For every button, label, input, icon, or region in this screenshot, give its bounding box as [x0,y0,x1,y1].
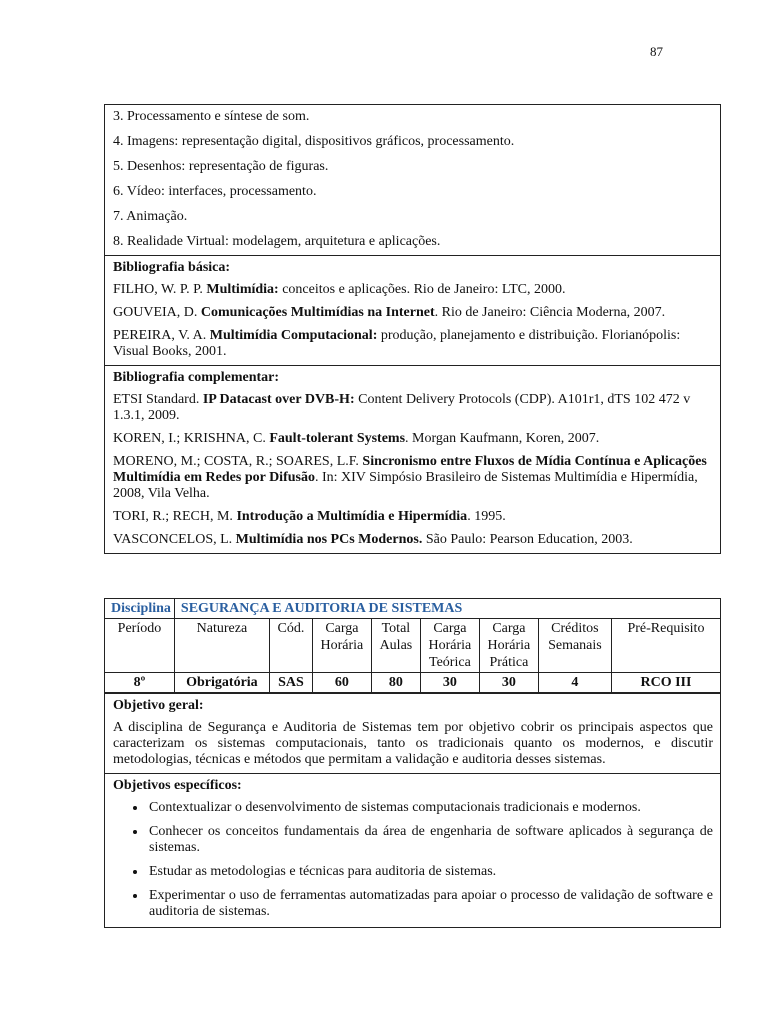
discipline-name: SEGURANÇA E AUDITORIA DE SISTEMAS [174,599,720,619]
reference-entry: PEREIRA, V. A. Multimídia Computacional: produção, planejamento e distribuição. Florianópolis: Visual Books, 2001. [113,328,681,359]
discipline-row [105,599,720,619]
bibliografia-complementar [105,365,720,553]
header-cell: Total Aulas [371,619,420,673]
reference-entry: MORENO, M.; COSTA, R.; SOARES, L.F. Sincronismo entre Fluxos de Mídia Contínua e Aplicações Multimídia em Redes por Difusão. In: XIV Simpósio Brasileiro de Sistemas Multimídia e Hipermídia, 2008, Vila Velha. [113,454,707,501]
bibliografia-basica-heading: Bibliografia básica: [113,260,231,275]
list-item: • Contextualizar o desenvolvimento de sistemas computacionais tradicionais e modernos. [147,800,713,816]
objetivo-geral-text: A disciplina de Segurança e Auditoria de Sistemas tem por objetivo cobrir os principais aspectos que caracterizam os sistemas computacionais, tanto os tradicionais quanto os modernos, e discutir metodologias, técnicas e métodos que permitam a validação e auditoria desses sistemas. [113,720,713,767]
course-info-table [105,599,720,693]
value-cell: Obrigatória [174,673,269,693]
syllabus-item: 4. Imagens: representação digital, dispositivos gráficos, processamento. [113,134,515,149]
objetivo-geral [105,693,720,773]
reference-entry: TORI, R.; RECH, M. Introdução a Multimídia e Hipermídia. 1995. [113,509,506,524]
bibliografia-complementar-heading: Bibliografia complementar: [113,370,280,385]
objetivos-especificos [105,773,720,927]
header-row [105,619,720,673]
reference-entry: VASCONCELOS, L. Multimídia nos PCs Modernos. São Paulo: Pearson Education, 2003. [113,532,633,547]
value-cell: 60 [312,673,371,693]
syllabus-item: 6. Vídeo: interfaces, processamento. [113,184,317,199]
discipline-label: Disciplina [105,599,174,619]
bibliografia-basica [105,255,720,365]
page-number: 87 [650,44,663,59]
value-cell: 4 [538,673,611,693]
header-cell: Carga Horária [312,619,371,673]
header-cell: Créditos Semanais [538,619,611,673]
header-cell: Pré-Requisito [611,619,720,673]
value-cell: 80 [371,673,420,693]
reference-entry: GOUVEIA, D. Comunicações Multimídias na Internet. Rio de Janeiro: Ciência Moderna, 2007. [113,305,666,320]
list-item: • Conhecer os conceitos fundamentais da área de engenharia de software aplicados à segurança de sistemas. [147,824,713,856]
syllabus-item: 3. Processamento e síntese de som. [113,109,310,124]
objetivo-geral-heading: Objetivo geral: [113,698,204,713]
reference-entry: FILHO, W. P. P. Multimídia: conceitos e aplicações. Rio de Janeiro: LTC, 2000. [113,282,566,297]
syllabus-item: 7. Animação. [113,209,188,224]
reference-entry: KOREN, I.; KRISHNA, C. Fault-tolerant Systems. Morgan Kaufmann, Koren, 2007. [113,431,600,446]
list-item: • Estudar as metodologias e técnicas para auditoria de sistemas. [147,864,713,880]
objetivos-especificos-heading: Objetivos específicos: [113,778,242,793]
value-cell: 30 [420,673,479,693]
syllabus-item: 8. Realidade Virtual: modelagem, arquitetura e aplicações. [113,234,441,249]
value-cell: 8º [105,673,174,693]
syllabus-list [105,105,720,255]
course-table [104,598,721,928]
header-cell: Carga Horária Prática [479,619,538,673]
values-row [105,673,720,693]
value-cell: SAS [269,673,312,693]
header-cell: Período [105,619,174,673]
header-cell: Carga Horária Teórica [420,619,479,673]
list-item: • Experimentar o uso de ferramentas automatizadas para apoiar o processo de validação de software e auditoria de sistemas. [147,888,713,920]
value-cell: 30 [479,673,538,693]
objetivos-especificos-list [113,800,713,920]
reference-entry: ETSI Standard. IP Datacast over DVB-H: Content Delivery Protocols (CDP). A101r1, dTS 102 472 v 1.3.1, 2009. [113,392,691,423]
header-cell: Natureza [174,619,269,673]
header-cell: Cód. [269,619,312,673]
syllabus-item: 5. Desenhos: representação de figuras. [113,159,329,174]
syllabus-bibliography-table [104,104,721,554]
value-cell: RCO III [611,673,720,693]
